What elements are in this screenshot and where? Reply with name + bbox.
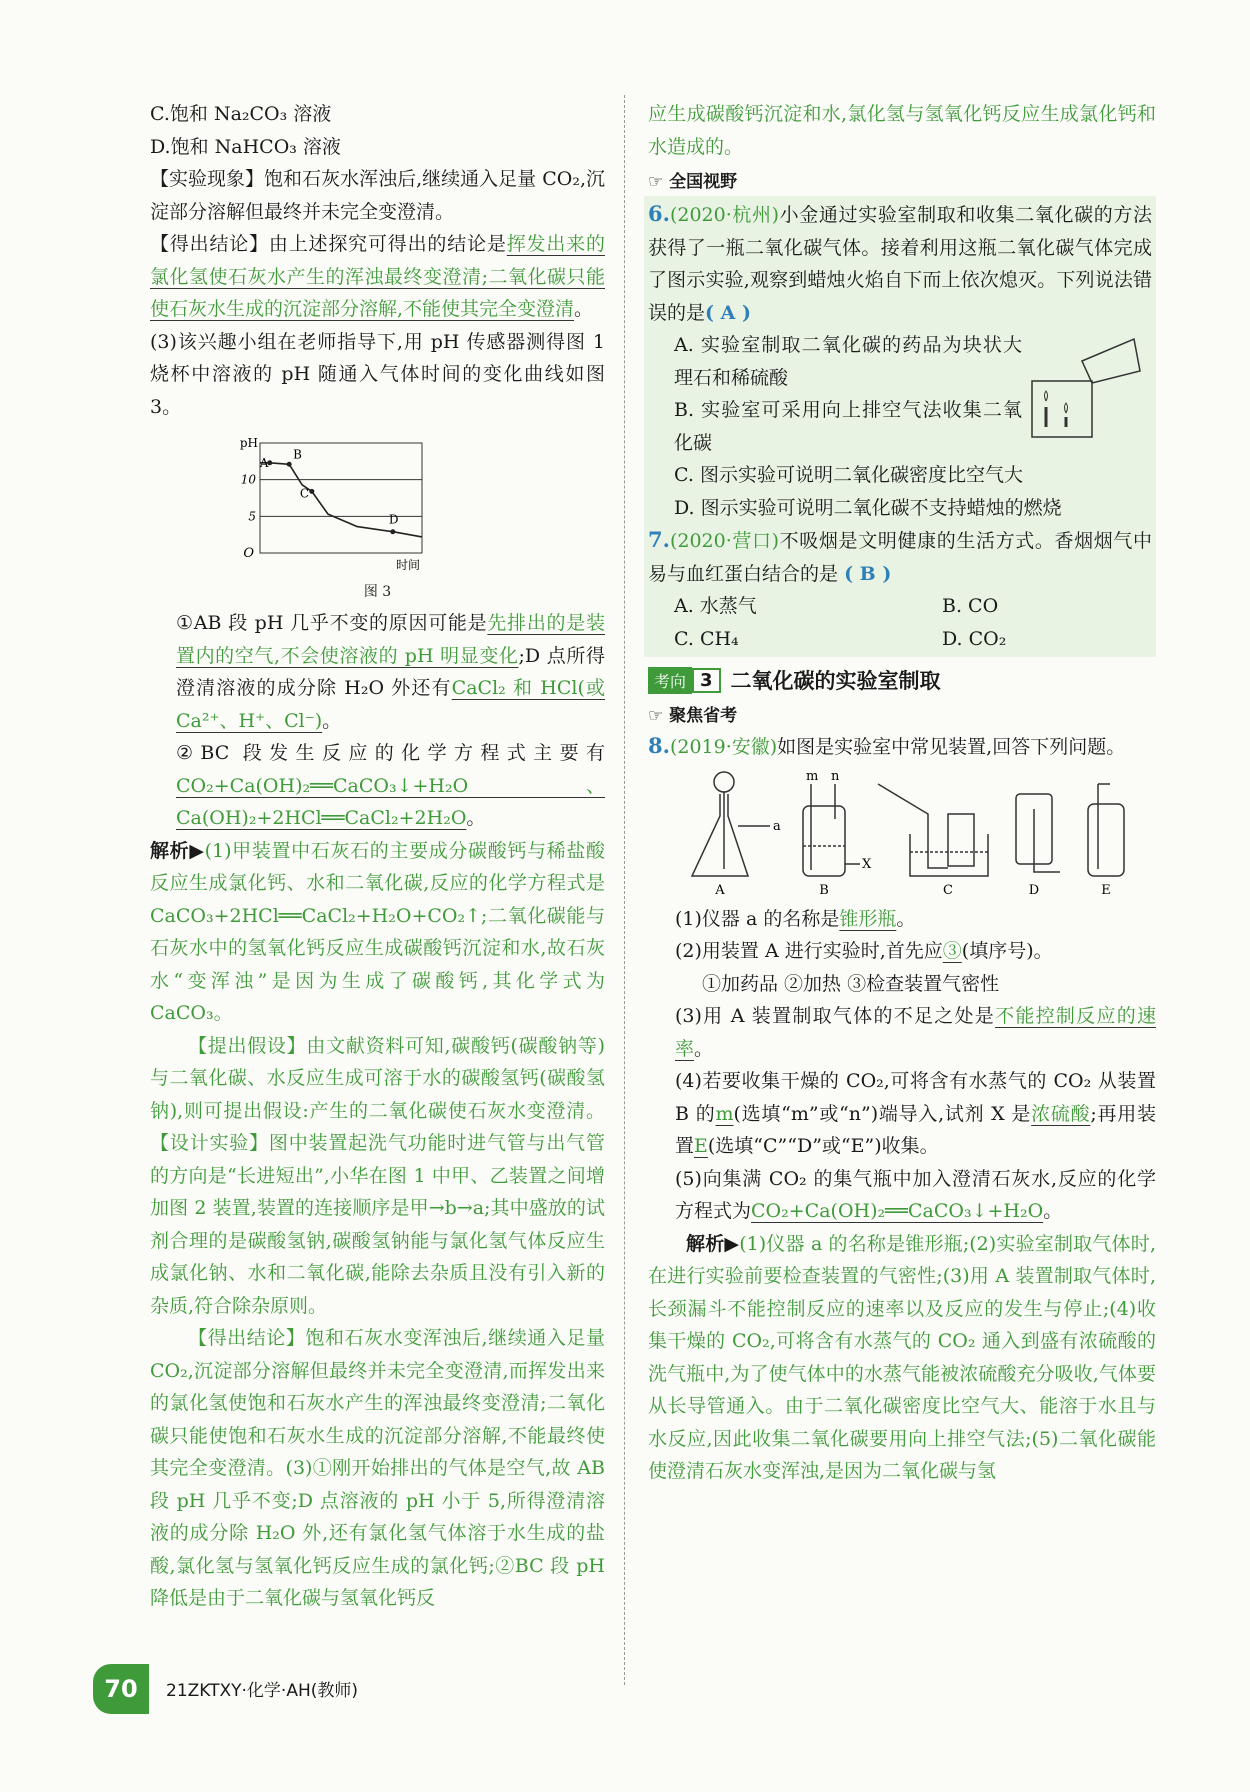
phenomenon: 【实验现象】饱和石灰水浑浊后,继续通入足量 CO₂,沉淀部分溶解但最终并未完全变澄清。 [150, 168, 605, 223]
option-c: C.饱和 Na₂CO₃ 溶液 [150, 103, 332, 125]
q8-part-1: (1)仪器 a 的名称是锥形瓶。 [675, 907, 916, 930]
q7-option-c: C. CH₄ [674, 627, 739, 650]
section-title: 二氧化碳的实验室制取 [730, 669, 941, 693]
sub-question-1: ①AB 段 pH 几乎不变的原因可能是先排出的是装置内的空气,不会使溶液的 pH 明显变化;D 点所得澄清溶液的成分除 H₂O 外还有CaCl₂ 和 HCl(或 Ca²⁺、H⁺、Cl⁻)。 [176, 612, 606, 732]
point-label-b: B [293, 447, 302, 462]
answer-1: 先排出的是装置内的空气,不会使溶液的 pH 明显变化 [176, 612, 605, 667]
q6-answer: ( A ) [705, 301, 751, 324]
point-d [390, 529, 395, 534]
analysis-q8: 解析▶(1)仪器 a 的名称是锥形瓶;(2)实验室制取气体时,在进行实验前要检查装置的气密性;(3)用 A 装置制取气体时,长颈漏斗不能控制反应的速率以及反应的发生与停止;(4)收集干燥的 CO₂,可将含有水蒸气的 CO₂ 通入到盛有浓硫酸的洗气瓶中,为了使气体中的水蒸气能被浓硫酸充分吸收,气体要从长导管通入。由于二氧化碳密度比空气大、能溶于水且与水反应,因此收集二氧化碳要用向上排空气法;(5)二氧化碳能使澄清石灰水变浑浊,是因为二氧化碳与氢 [648, 1232, 1156, 1482]
q8-answer-6: E [694, 1135, 708, 1157]
y-tick-10: 10 [240, 472, 256, 487]
point-c [309, 489, 314, 494]
q7-option-d: D. CO₂ [942, 627, 1007, 650]
apparatus-a [692, 772, 770, 876]
label-e: E [1101, 882, 1111, 898]
q8-part-2: (2)用装置 A 进行实验时,首先应③(填序号)。 [675, 940, 1053, 962]
sub-question-2: ②BC 段发生反应的化学方程式主要有CO₂+Ca(OH)₂══CaCO₃↓+H₂O、Ca(OH)₂+2HCl══CaCl₂+2H₂O。 [176, 742, 605, 829]
column-divider [624, 95, 625, 1685]
q7-option-a: A. 水蒸气 [674, 595, 757, 617]
apparatus-figure [648, 764, 1156, 899]
y-tick-5: 5 [248, 509, 256, 524]
analysis-label: 解析▶ [150, 839, 205, 862]
q7-option-b: B. CO [942, 595, 999, 617]
q6-option-a: A. 实验室制取二氧化碳的药品为块状大理石和稀硫酸 [674, 334, 1022, 389]
conclusion: 【得出结论】由上述探究可得出的结论是挥发出来的氯化氢使石灰水产生的浑浊最终变澄清;二氧化碳只能使石灰水生成的沉淀部分溶解,不能使其完全变澄清。 [150, 233, 605, 320]
apparatus-c [878, 784, 988, 876]
question-6: 6.(2020·杭州)小金通过实验室制取和收集二氧化碳的方法获得了一瓶二氧化碳气体。接着利用这瓶二氧化碳气体完成了图示实验,观察到蜡烛火焰自下而上依次熄灭。下列说法错误的是( A ) [648, 201, 1152, 324]
label-b: B [819, 882, 829, 898]
question-6-7-box [644, 196, 1156, 657]
point-b [287, 462, 292, 467]
q6-option-d: D. 图示实验可说明二氧化碳不支持蜡烛的燃烧 [674, 496, 1062, 519]
section-number: 3 [692, 668, 721, 693]
chart-frame [260, 443, 422, 553]
point-label-a: A [259, 455, 269, 470]
q8-answer-4: m [715, 1102, 734, 1125]
option-d: D.饱和 NaHCO₃ 溶液 [150, 135, 341, 158]
label-c: C [943, 882, 953, 898]
q8-answer-2: ③ [942, 940, 962, 962]
label-n: n [831, 768, 840, 784]
section-tag: 考向 [648, 667, 692, 694]
right-column [648, 98, 1156, 1488]
apparatus-d [1016, 794, 1060, 872]
section-province: ☞ 聚焦省考 [648, 706, 738, 726]
analysis-continued: 应生成碳酸钙沉淀和水,氯化氢与氢氧化钙反应生成氯化钙和水造成的。 [648, 103, 1156, 158]
label-d: D [1028, 882, 1040, 898]
label-x: X [862, 856, 872, 872]
section-national: ☞ 全国视野 [648, 172, 738, 192]
question-7: 7.(2020·营口)不吸烟是文明健康的生活方式。香烟烟气中易与血红蛋白结合的是 ( B ) [648, 527, 1152, 585]
question-8: 8.(2019·安徽)如图是实验室中常见装置,回答下列问题。 [648, 733, 1126, 758]
apparatus-b [803, 784, 860, 876]
label-m: m [806, 768, 819, 784]
answer-3: CO₂+Ca(OH)₂══CaCO₃↓+H₂O、Ca(OH)₂+2HCl══CaCl₂+2H₂O [176, 774, 605, 829]
left-column [150, 98, 605, 1615]
candle-experiment-icon [1022, 331, 1142, 441]
q6-option-b: B. 实验室可采用向上排空气法收集二氧化碳 [674, 399, 1022, 454]
answer-2: CaCl₂ 和 HCl(或 Ca²⁺、H⁺、Cl⁻) [176, 677, 606, 732]
analysis-label: 解析▶ [686, 1232, 740, 1255]
q8-part-3: (3)用 A 装置制取气体的不足之处是不能控制反应的速率。 [675, 1005, 1156, 1060]
analysis-1: 解析▶(1)甲装置中石灰石的主要成分碳酸钙与稀盐酸反应生成氯化钙、水和二氧化碳,反应的化学方程式是 CaCO₃+2HCl══CaCl₂+H₂O+CO₂↑;二氧化碳能与石灰水中的氢氧化钙反应生成碳酸钙沉淀和水,故石灰水“变浑浊”是因为生成了碳酸钙,其化学式为 CaCO₃。 [150, 839, 605, 1024]
point-label-c: C [299, 486, 310, 501]
q8-answer-3: 不能控制反应的速率 [675, 1005, 1156, 1060]
label-a-instrument: a [773, 818, 781, 834]
analysis-2: 【提出假设】由文献资料可知,碳酸钙(碳酸钠等)与二氧化碳、水反应生成可溶于水的碳酸氢钙(碳酸氢钠),则可提出假设:产生的二氧化碳使石灰水变澄清。【设计实验】图中装置起洗气功能时进气管与出气管的方向是“长进短出”,小华在图 1 中甲、乙装置之间增加图 2 装置,装置的连接顺序是甲→b→a;其中盛放的试剂合理的是碳酸氢钠,碳酸氢钠能与氯化氢气体反应生成氯化钠、水和二氧化碳,能除去杂质且没有引入新的杂质,符合除杂原则。 [150, 1034, 605, 1317]
point-label-d: D [388, 512, 399, 527]
q8-answer-5: 浓硫酸 [1031, 1102, 1091, 1125]
figure-caption: 图 3 [363, 584, 392, 600]
section-header [648, 665, 1156, 695]
origin-label: O [243, 546, 254, 561]
analysis-3: 【得出结论】饱和石灰水变浑浊后,继续通入足量 CO₂,沉淀部分溶解但最终并未完全变澄清,而挥发出来的氯化氢使饱和石灰水产生的浑浊最终变澄清;二氧化碳只能使饱和石灰水生成的沉淀部分溶解,不能最终使其完全变澄清。(3)①刚开始排出的气体是空气,故 AB 段 pH 几乎不变;D 点溶液的 pH 小于 5,所得澄清溶液的成分除 H₂O 外,还有氯化氢气体溶于水生成的盐酸,氯化氢与氢氧化钙反应生成的氯化钙;②BC 段 pH 降低是由于二氧化碳与氢氧化钙反 [150, 1327, 605, 1609]
q7-answer: ( B ) [844, 562, 892, 585]
q8-part-4: (4)若要收集干燥的 CO₂,可将含有水蒸气的 CO₂ 从装置 B 的m(选填“m”或“n”)端导入,试剂 X 是浓硫酸;再用装置E(选填“C”“D”或“E”)收集。 [675, 1070, 1156, 1157]
ph-chart [150, 423, 605, 573]
x-axis-label: 时间 [395, 558, 421, 572]
footer-code: 21ZKTXY·化学·AH(教师) [166, 1681, 359, 1701]
q6-option-c: C. 图示实验可说明二氧化碳密度比空气大 [674, 464, 1023, 486]
conclusion-answer: 挥发出来的氯化氢使石灰水产生的浑浊最终变澄清;二氧化碳只能使石灰水生成的沉淀部分溶解,不能使其完全变澄清 [150, 233, 605, 320]
q8-part-5: (5)向集满 CO₂ 的集气瓶中加入澄清石灰水,反应的化学方程式为CO₂+Ca(OH)₂══CaCO₃↓+H₂O。 [675, 1167, 1156, 1222]
q8-part-2-options: ①加药品 ②加热 ③检查装置气密性 [702, 972, 1000, 995]
label-a: A [715, 882, 725, 898]
question-3: (3)该兴趣小组在老师指导下,用 pH 传感器测得图 1 烧杯中溶液的 pH 随通入气体时间的变化曲线如图 3。 [150, 330, 605, 418]
q8-answer-7: CO₂+Ca(OH)₂══CaCO₃↓+H₂O [751, 1200, 1044, 1222]
page-number: 70 [93, 1664, 149, 1714]
apparatus-e [1088, 784, 1124, 876]
q8-answer-1: 锥形瓶 [839, 907, 897, 930]
y-axis-label: pH [239, 436, 258, 450]
